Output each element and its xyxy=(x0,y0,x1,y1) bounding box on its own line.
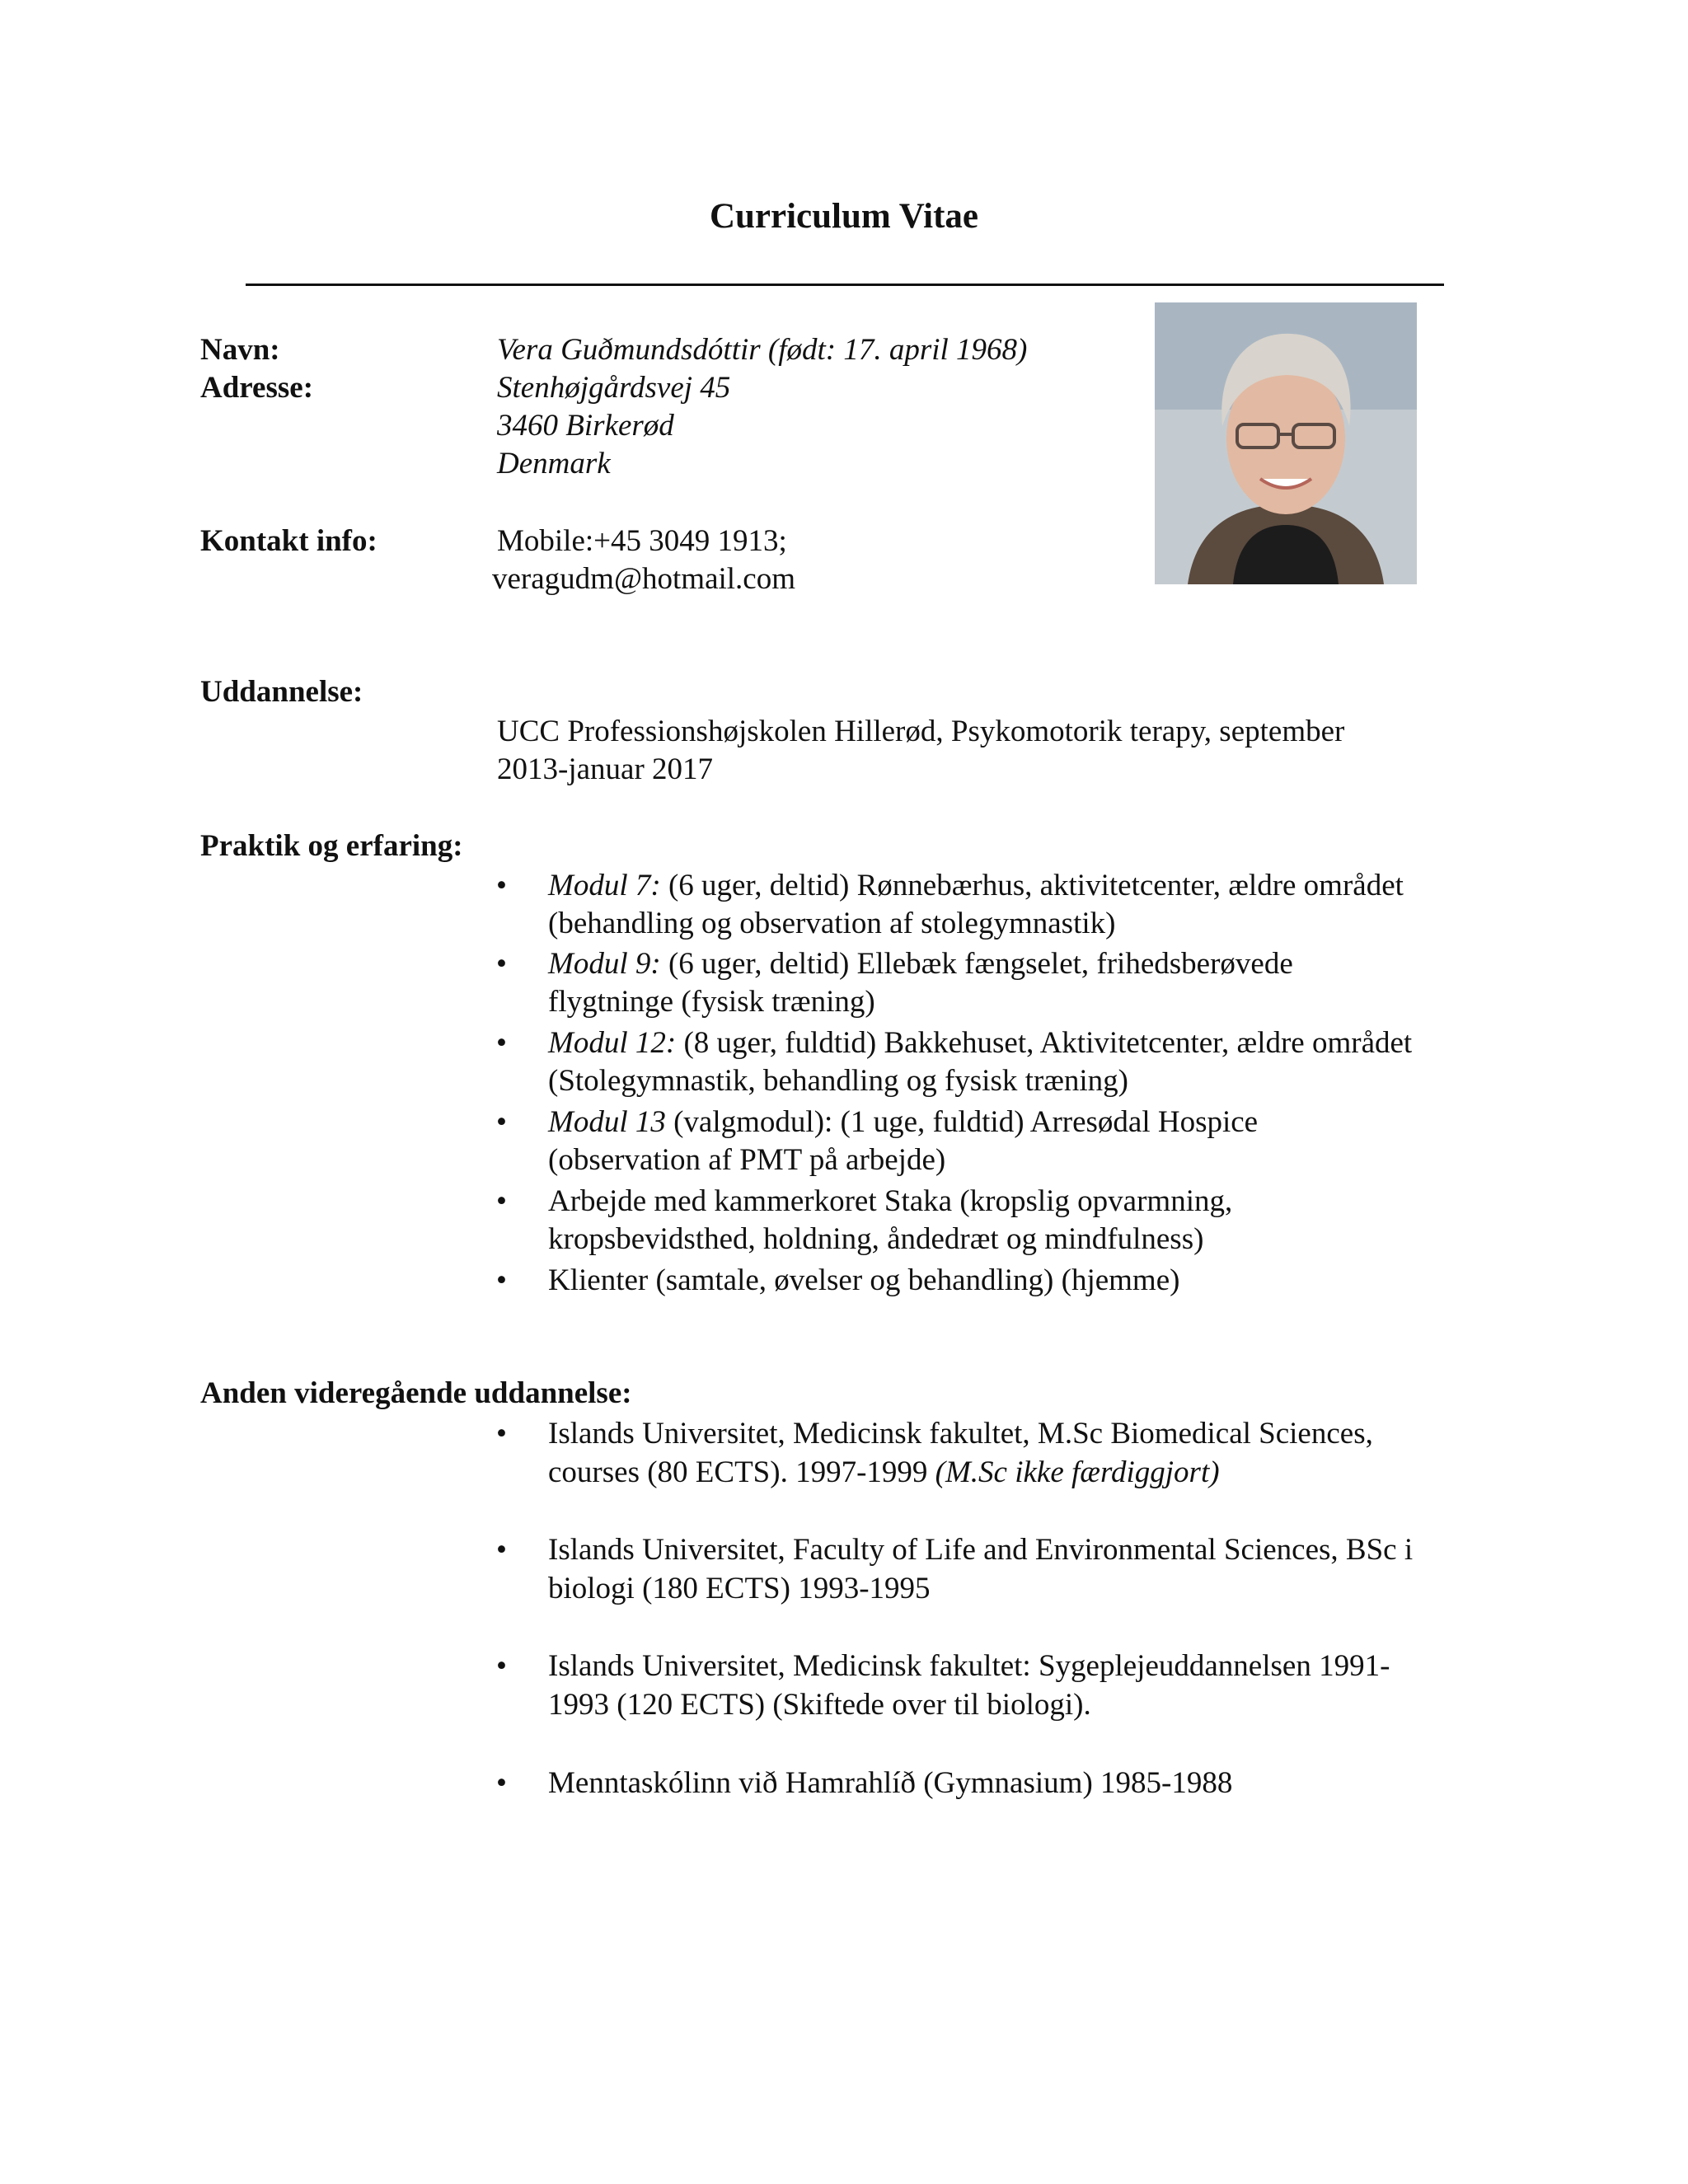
module-detail-cont: (behandling og observation af stolegymnastik) xyxy=(548,907,1116,940)
item-text: Arbejde med kammerkoret Staka (kropslig opvarmning, xyxy=(548,1184,1233,1218)
module-detail-cont: (Stolegymnastik, behandling og fysisk træning) xyxy=(548,1064,1128,1098)
contact-email: veragudm@hotmail.com xyxy=(492,562,796,596)
bullet: • xyxy=(496,1263,507,1297)
profile-photo xyxy=(1155,302,1417,584)
contact-label: Kontakt info: xyxy=(200,524,377,558)
item-text-cont: kropsbevidsthed, holdning, åndedræt og mindfulness) xyxy=(548,1222,1204,1256)
item-note: (M.Sc ikke færdiggjort) xyxy=(935,1455,1220,1489)
module-detail: (8 uger, fuldtid) Bakkehuset, Aktivitetcenter, ældre området xyxy=(676,1026,1413,1060)
education-line: 2013-januar 2017 xyxy=(497,752,714,786)
item-text: Islands Universitet, Medicinsk fakultet: Sygeplejeuddannelsen 1991- xyxy=(548,1649,1390,1683)
item-text: Islands Universitet, Medicinsk fakultet, M.Sc Biomedical Sciences, xyxy=(548,1417,1373,1451)
module-detail: (6 uger, deltid) Ellebæk fængselet, frihedsberøvede xyxy=(660,947,1293,981)
bullet: • xyxy=(496,1649,507,1683)
education-label: Uddannelse: xyxy=(200,675,363,709)
bullet: • xyxy=(496,1184,507,1218)
portrait-illustration xyxy=(1155,302,1417,584)
education-line: UCC Professionshøjskolen Hillerød, Psykomotorik terapy, september xyxy=(497,715,1345,748)
bullet: • xyxy=(496,1026,507,1060)
address-label: Adresse: xyxy=(200,371,314,405)
module-detail: (valgmodul): (1 uge, fuldtid) Arresødal Hospice xyxy=(665,1105,1259,1139)
bullet: • xyxy=(496,1105,507,1139)
address-line: 3460 Birkerød xyxy=(497,409,674,443)
address-line: Denmark xyxy=(497,447,611,480)
module-name: Modul 13 xyxy=(548,1105,666,1139)
contact-phone: Mobile:+45 3049 1913; xyxy=(497,524,787,558)
module-name: Modul 12: xyxy=(548,1026,677,1060)
item-text: Menntaskólinn við Hamrahlíð (Gymnasium) 1985-1988 xyxy=(548,1766,1233,1800)
module-detail-cont: (observation af PMT på arbejde) xyxy=(548,1143,946,1177)
name-value: Vera Guðmundsdóttir (født: 17. april 1968) xyxy=(497,333,1028,367)
module-detail: (6 uger, deltid) Rønnebærhus, aktivitetcenter, ældre området xyxy=(660,869,1404,902)
item-text-cont: courses (80 ECTS). 1997-1999 xyxy=(548,1455,935,1489)
name-label: Navn: xyxy=(200,333,280,367)
bullet: • xyxy=(496,1766,507,1800)
page-title: Curriculum Vitae xyxy=(709,197,979,236)
bullet: • xyxy=(496,1533,507,1567)
item-text-cont: 1993 (120 ECTS) (Skiftede over til biologi). xyxy=(548,1688,1091,1722)
other-education-label: Anden videregående uddannelse: xyxy=(200,1376,632,1410)
bullet: • xyxy=(496,869,507,902)
item-text: Islands Universitet, Faculty of Life and Environmental Sciences, BSc i xyxy=(548,1533,1414,1567)
item-text-cont: biologi (180 ECTS) 1993-1995 xyxy=(548,1572,931,1605)
title-divider xyxy=(246,284,1444,286)
bullet: • xyxy=(496,947,507,981)
bullet: • xyxy=(496,1417,507,1451)
module-name: Modul 9: xyxy=(548,947,661,981)
item-text: Klienter (samtale, øvelser og behandling) (hjemme) xyxy=(548,1263,1180,1297)
address-line: Stenhøjgårdsvej 45 xyxy=(497,371,731,405)
module-detail-cont: flygtninge (fysisk træning) xyxy=(548,985,875,1019)
module-name: Modul 7: xyxy=(548,869,661,902)
practice-label: Praktik og erfaring: xyxy=(200,829,463,863)
